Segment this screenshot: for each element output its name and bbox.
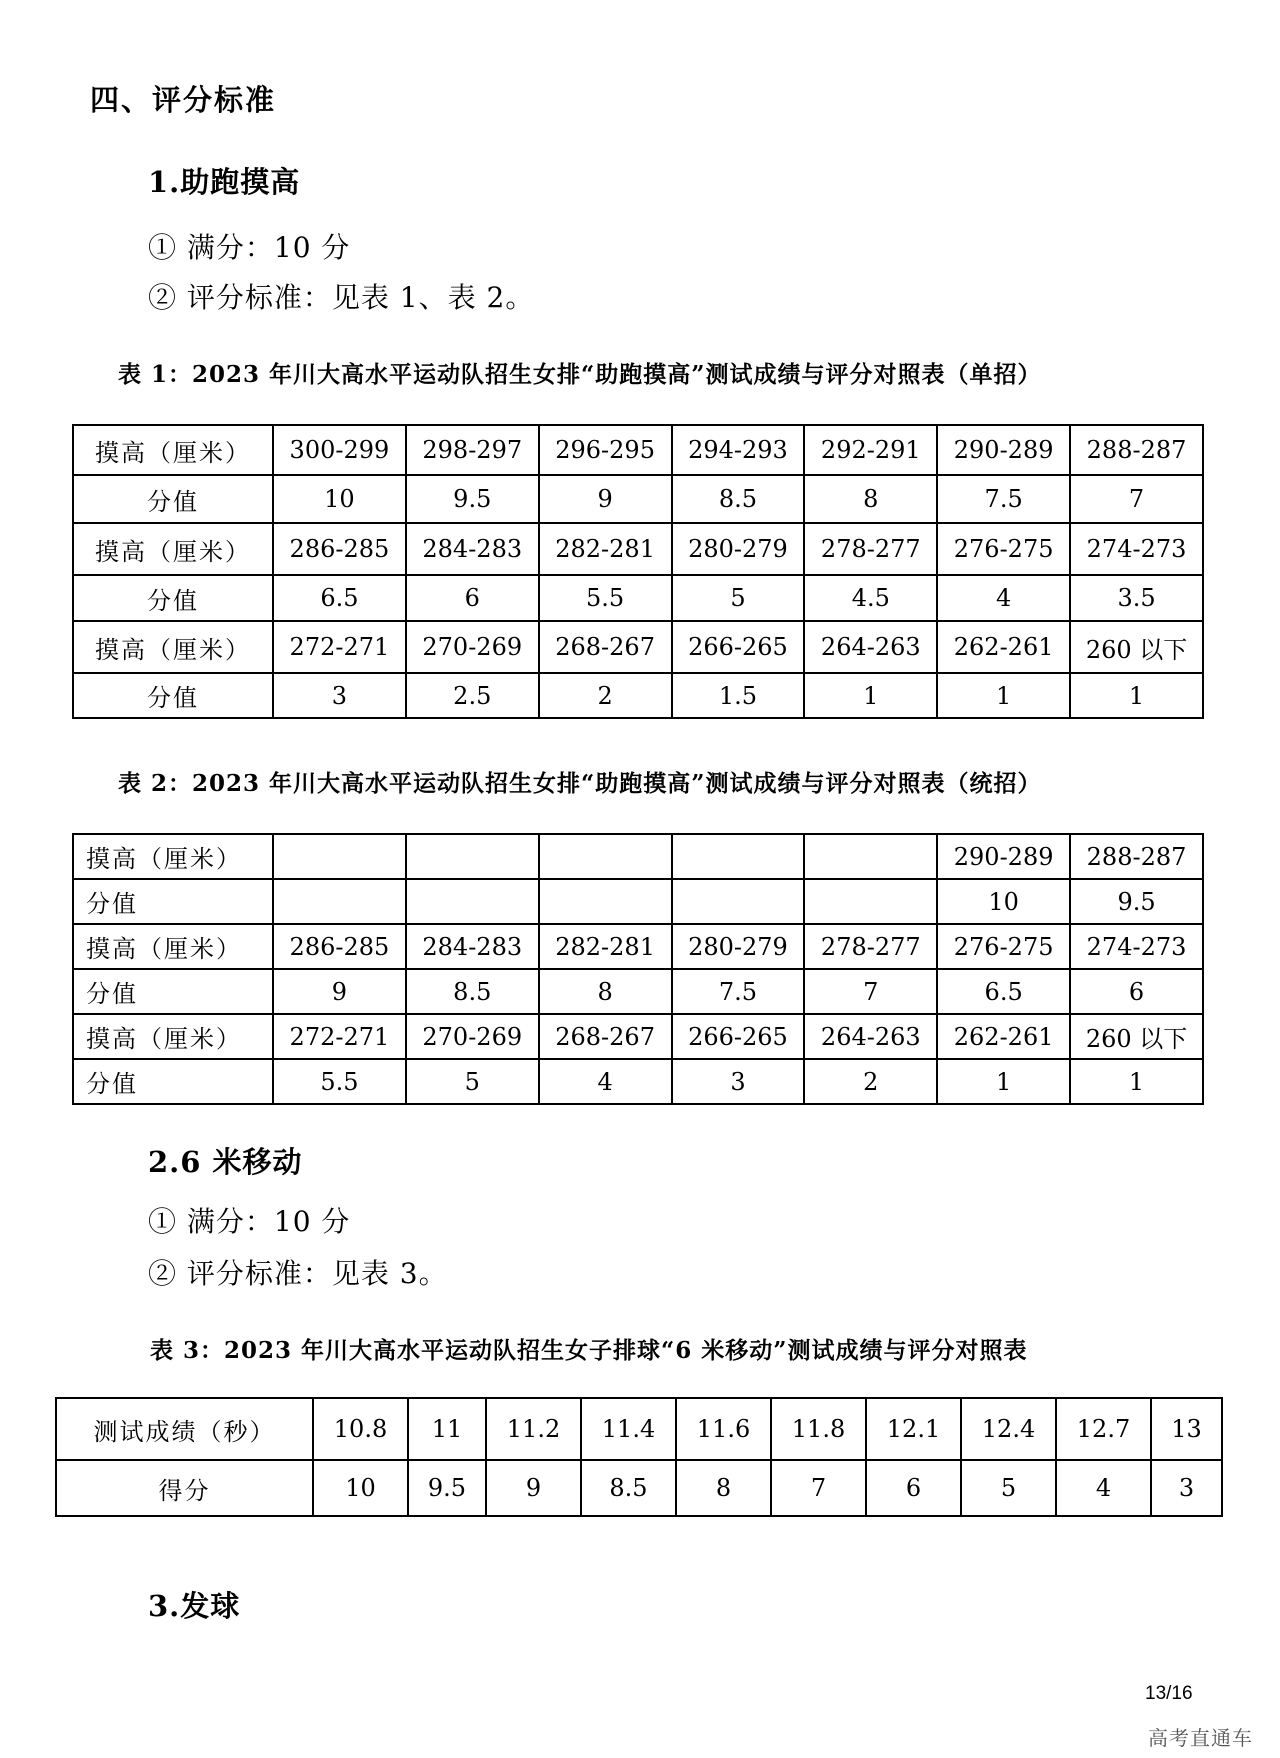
value-cell: 286-285 (273, 523, 406, 575)
value-cell: 282-281 (539, 523, 672, 575)
value-cell: 4.5 (804, 575, 937, 621)
row-label-cell: 摸高（厘米） (73, 1014, 273, 1059)
value-cell: 9 (539, 475, 672, 523)
watermark: 高考直通车 (1148, 1728, 1253, 1750)
row-label-cell: 摸高（厘米） (73, 834, 273, 879)
table1 (72, 424, 1204, 719)
value-cell: 284-283 (406, 523, 539, 575)
value-cell: 262-261 (937, 621, 1070, 673)
value-cell: 264-263 (804, 621, 937, 673)
value-cell: 1 (937, 673, 1070, 718)
value-cell: 5.5 (273, 1059, 406, 1104)
row-label-cell: 摸高（厘米） (73, 924, 273, 969)
value-cell: 8.5 (406, 969, 539, 1014)
value-cell: 12.7 (1056, 1398, 1151, 1460)
value-cell: 5 (672, 575, 805, 621)
value-cell: 10.8 (313, 1398, 408, 1460)
table-row (56, 1398, 1222, 1460)
value-cell: 276-275 (937, 924, 1070, 969)
value-cell: 284-283 (406, 924, 539, 969)
value-cell: 8.5 (672, 475, 805, 523)
row-label-cell: 摸高（厘米） (73, 425, 273, 475)
value-cell (672, 879, 805, 924)
value-cell: 10 (313, 1460, 408, 1516)
value-cell: 286-285 (273, 924, 406, 969)
table-row (73, 673, 1203, 718)
table-row (73, 1059, 1203, 1104)
value-cell: 278-277 (804, 523, 937, 575)
value-cell (406, 834, 539, 879)
value-cell: 268-267 (539, 1014, 672, 1059)
value-cell: 296-295 (539, 425, 672, 475)
value-cell: 266-265 (672, 621, 805, 673)
value-cell: 276-275 (937, 523, 1070, 575)
value-cell: 5 (406, 1059, 539, 1104)
value-cell: 1 (804, 673, 937, 718)
value-cell: 8 (676, 1460, 771, 1516)
table-row (56, 1460, 1222, 1516)
row-label-cell: 分值 (73, 969, 273, 1014)
value-cell: 1 (1070, 1059, 1203, 1104)
value-cell: 266-265 (672, 1014, 805, 1059)
value-cell: 278-277 (804, 924, 937, 969)
table-row (73, 621, 1203, 673)
value-cell: 6 (406, 575, 539, 621)
value-cell: 9.5 (1070, 879, 1203, 924)
value-cell: 2 (804, 1059, 937, 1104)
value-cell: 10 (937, 879, 1070, 924)
value-cell: 288-287 (1070, 425, 1203, 475)
value-cell: 7.5 (937, 475, 1070, 523)
value-cell: 280-279 (672, 924, 805, 969)
value-cell: 3 (672, 1059, 805, 1104)
value-cell: 7 (804, 969, 937, 1014)
value-cell: 282-281 (539, 924, 672, 969)
value-cell: 292-291 (804, 425, 937, 475)
value-cell: 3 (1151, 1460, 1222, 1516)
value-cell: 11.8 (771, 1398, 866, 1460)
value-cell: 7 (771, 1460, 866, 1516)
value-cell (539, 834, 672, 879)
value-cell: 272-271 (273, 621, 406, 673)
value-cell: 270-269 (406, 1014, 539, 1059)
value-cell: 4 (937, 575, 1070, 621)
value-cell: 260 以下 (1070, 1014, 1203, 1059)
value-cell: 4 (539, 1059, 672, 1104)
item-2-criteria: ② 评分标准：见表 3。 (148, 1257, 448, 1290)
table-row (73, 969, 1203, 1014)
row-label-cell: 测试成绩（秒） (56, 1398, 313, 1460)
value-cell: 10 (273, 475, 406, 523)
table2-caption: 表 2：2023 年川大高水平运动队招生女排“助跑摸高”测试成绩与评分对照表（统招） (118, 770, 1042, 797)
table3 (55, 1397, 1223, 1517)
table3-caption: 表 3：2023 年川大高水平运动队招生女子排球“6 米移动”测试成绩与评分对照表 (150, 1337, 1028, 1364)
value-cell: 268-267 (539, 621, 672, 673)
value-cell (804, 834, 937, 879)
table-row (73, 1014, 1203, 1059)
item-3-heading: 3.发球 (148, 1589, 241, 1623)
value-cell (804, 879, 937, 924)
value-cell: 11 (408, 1398, 486, 1460)
row-label-cell: 分值 (73, 475, 273, 523)
value-cell: 11.2 (486, 1398, 581, 1460)
table-row (73, 425, 1203, 475)
item-1-heading: 1.助跑摸高 (148, 165, 301, 199)
table-row (73, 523, 1203, 575)
table-row (73, 879, 1203, 924)
value-cell: 5 (961, 1460, 1056, 1516)
table-row (73, 475, 1203, 523)
item-1-criteria: ② 评分标准：见表 1、表 2。 (148, 281, 535, 314)
value-cell: 2 (539, 673, 672, 718)
item-2-heading: 2.6 米移动 (148, 1145, 303, 1179)
value-cell: 11.6 (676, 1398, 771, 1460)
section-heading: 四、评分标准 (90, 83, 277, 117)
value-cell: 270-269 (406, 621, 539, 673)
value-cell: 8.5 (581, 1460, 676, 1516)
value-cell: 9.5 (406, 475, 539, 523)
value-cell: 294-293 (672, 425, 805, 475)
row-label-cell: 摸高（厘米） (73, 621, 273, 673)
value-cell: 6 (866, 1460, 961, 1516)
value-cell: 6 (1070, 969, 1203, 1014)
value-cell (406, 879, 539, 924)
value-cell: 3.5 (1070, 575, 1203, 621)
value-cell: 8 (804, 475, 937, 523)
value-cell: 298-297 (406, 425, 539, 475)
value-cell: 274-273 (1070, 523, 1203, 575)
value-cell: 2.5 (406, 673, 539, 718)
value-cell: 8 (539, 969, 672, 1014)
value-cell: 264-263 (804, 1014, 937, 1059)
value-cell (273, 834, 406, 879)
value-cell: 4 (1056, 1460, 1151, 1516)
value-cell: 274-273 (1070, 924, 1203, 969)
value-cell: 11.4 (581, 1398, 676, 1460)
table1-caption: 表 1：2023 年川大高水平运动队招生女排“助跑摸高”测试成绩与评分对照表（单招） (118, 361, 1042, 388)
value-cell: 12.4 (961, 1398, 1056, 1460)
value-cell: 300-299 (273, 425, 406, 475)
value-cell: 12.1 (866, 1398, 961, 1460)
table2 (72, 833, 1204, 1105)
page-number: 13/16 (1145, 1683, 1193, 1704)
item-1-full-score: ① 满分：10 分 (148, 231, 351, 264)
value-cell: 6.5 (273, 575, 406, 621)
table-row (73, 575, 1203, 621)
value-cell: 9 (486, 1460, 581, 1516)
value-cell: 9 (273, 969, 406, 1014)
row-label-cell: 摸高（厘米） (73, 523, 273, 575)
value-cell: 7 (1070, 475, 1203, 523)
row-label-cell: 分值 (73, 1059, 273, 1104)
table-row (73, 834, 1203, 879)
row-label-cell: 分值 (73, 879, 273, 924)
value-cell: 280-279 (672, 523, 805, 575)
row-label-cell: 分值 (73, 673, 273, 718)
value-cell: 5.5 (539, 575, 672, 621)
row-label-cell: 得分 (56, 1460, 313, 1516)
item-2-full-score: ① 满分：10 分 (148, 1205, 351, 1238)
value-cell: 3 (273, 673, 406, 718)
value-cell: 7.5 (672, 969, 805, 1014)
value-cell: 6.5 (937, 969, 1070, 1014)
value-cell: 13 (1151, 1398, 1222, 1460)
value-cell: 260 以下 (1070, 621, 1203, 673)
value-cell: 9.5 (408, 1460, 486, 1516)
value-cell (672, 834, 805, 879)
value-cell (539, 879, 672, 924)
value-cell: 262-261 (937, 1014, 1070, 1059)
value-cell: 290-289 (937, 425, 1070, 475)
value-cell: 288-287 (1070, 834, 1203, 879)
value-cell: 1 (937, 1059, 1070, 1104)
value-cell: 272-271 (273, 1014, 406, 1059)
table-row (73, 924, 1203, 969)
row-label-cell: 分值 (73, 575, 273, 621)
value-cell: 290-289 (937, 834, 1070, 879)
value-cell: 1.5 (672, 673, 805, 718)
value-cell: 1 (1070, 673, 1203, 718)
value-cell (273, 879, 406, 924)
